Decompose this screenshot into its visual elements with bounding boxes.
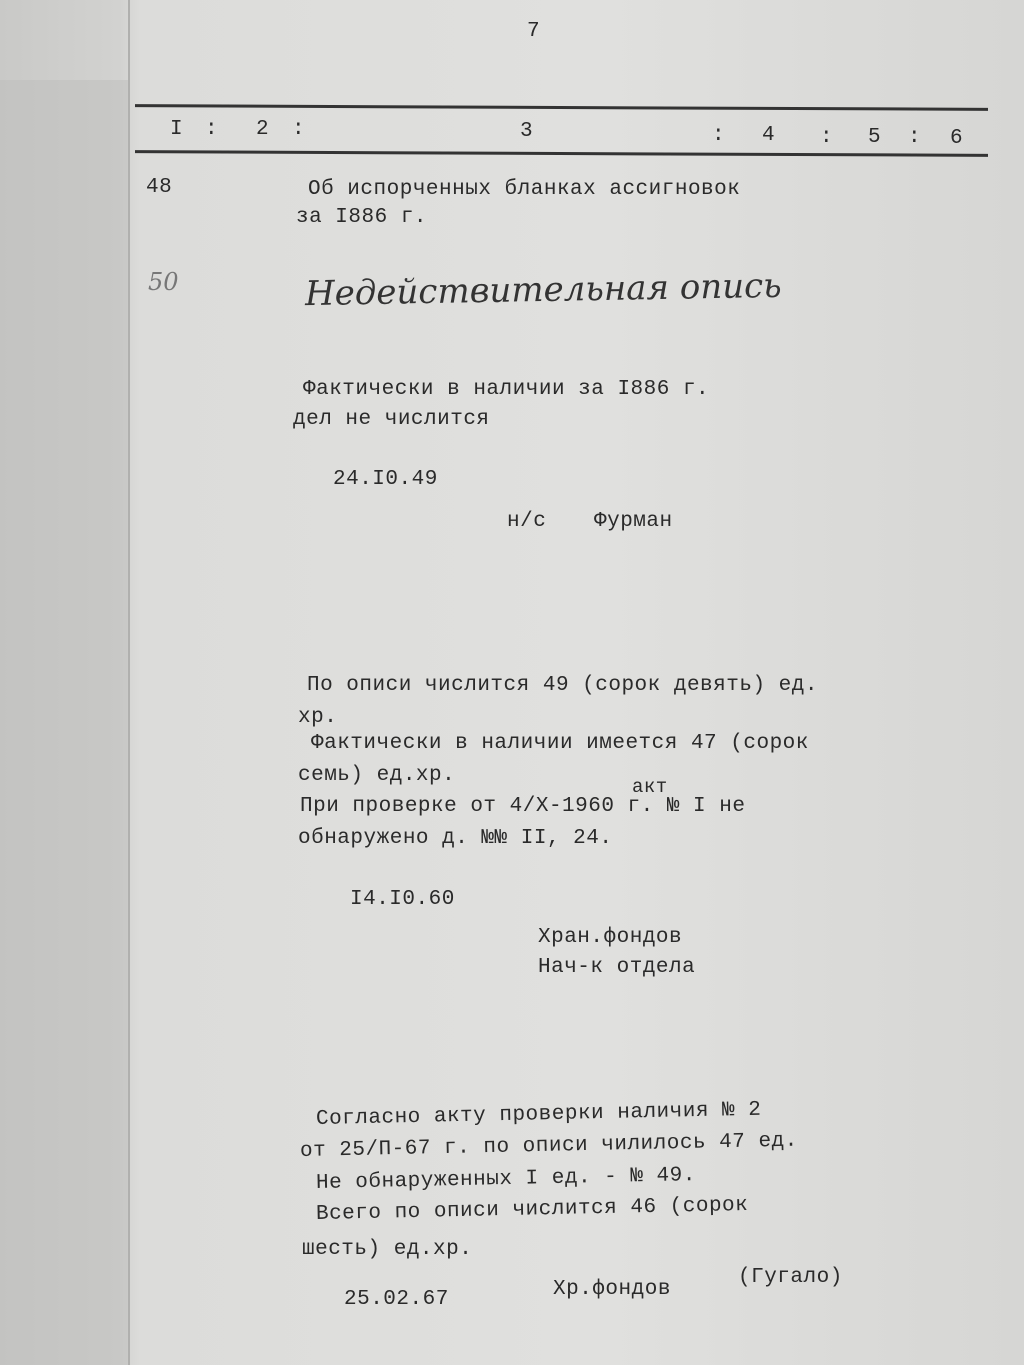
- note2-line1: По описи числится 49 (сорок девять) ед.: [307, 674, 818, 697]
- col-6: 6: [950, 127, 964, 150]
- note3-line2: от 25/П-67 г. по описи чилилось 47 ед.: [299, 1129, 799, 1163]
- note2-line2: хр.: [298, 706, 338, 729]
- note2-sign2: Нач-к отдела: [538, 956, 696, 979]
- note3-line3: Не обнаруженных I ед. - № 49.: [315, 1164, 697, 1195]
- entry-title-line2: за I886 г.: [296, 206, 428, 229]
- note2-line6: обнаружено д. №№ II, 24.: [298, 827, 613, 850]
- col-3: 3: [520, 120, 534, 143]
- note2-date: I4.I0.60: [350, 888, 455, 911]
- note3-name: (Гугало): [738, 1266, 843, 1289]
- page-number: 7: [527, 20, 541, 43]
- note2-line4: семь) ед.хр.: [298, 764, 456, 787]
- note2-sign1: Хран.фондов: [538, 926, 683, 949]
- col-sep: :: [820, 126, 834, 149]
- note3-line1: Согласно акту проверки наличия № 2: [315, 1098, 762, 1131]
- col-sep: :: [712, 124, 726, 147]
- col-sep: :: [908, 126, 922, 149]
- page-edge: [128, 0, 130, 1365]
- note3-date: 25.02.67: [344, 1288, 449, 1311]
- entry-number: 48: [146, 176, 173, 199]
- entry-title-line1: Об испорченных бланках ассигновок: [308, 178, 741, 201]
- col-4: 4: [762, 124, 776, 147]
- col-sep: :: [205, 118, 219, 141]
- note2-insert: акт: [632, 776, 668, 798]
- note3-sign: Хр.фондов: [553, 1278, 671, 1301]
- note2-line3: Фактически в наличии имеется 47 (сорок: [311, 732, 809, 755]
- handwritten-note: Недействительная опись: [304, 265, 782, 315]
- col-2: 2: [256, 118, 270, 141]
- col-sep: :: [292, 118, 306, 141]
- col-5: 5: [868, 126, 882, 149]
- note1-line1: Фактически в наличии за I886 г.: [303, 378, 710, 401]
- header-rule-top: [135, 104, 988, 111]
- note1-signature-label: н/с: [507, 510, 547, 533]
- note1-signature-name: Фурман: [594, 510, 673, 533]
- note1-line2: дел не числится: [293, 408, 490, 431]
- note3-line5: шесть) ед.хр.: [302, 1238, 473, 1261]
- col-1: I: [170, 118, 184, 141]
- adjacent-page-shadow: [0, 80, 128, 1365]
- note1-date: 24.I0.49: [333, 468, 438, 491]
- note2-line5: При проверке от 4/Х-1960 г. № I не: [300, 795, 746, 818]
- handwritten-number: 50: [148, 268, 179, 296]
- header-rule-bottom: [135, 150, 988, 157]
- note3-line4: Всего по описи числится 46 (сорок: [315, 1193, 749, 1226]
